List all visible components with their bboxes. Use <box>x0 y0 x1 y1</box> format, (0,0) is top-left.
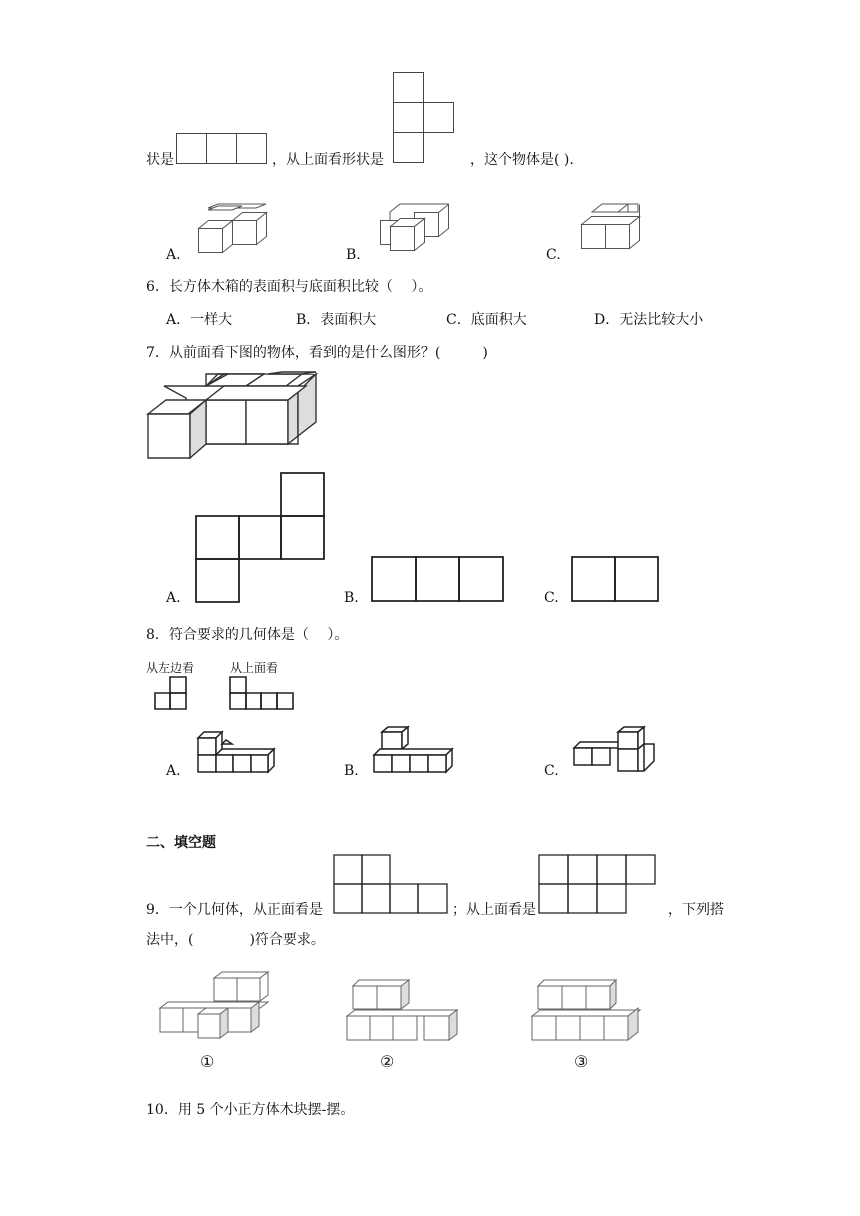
section-title-fill-blank: 二、填空题 <box>146 835 216 851</box>
q5-option-c-figure <box>580 202 644 254</box>
q5-front-view-figure <box>176 133 268 165</box>
q9-line1-b: ；从上面看是 <box>452 902 536 918</box>
q5-option-a[interactable]: A. <box>166 247 181 263</box>
q5-option-a-figure <box>196 204 270 256</box>
q6-option-b[interactable]: B．表面积大 <box>296 312 377 328</box>
q8-option-b-figure <box>372 726 456 774</box>
q8-option-c-figure <box>572 730 658 774</box>
q5-option-c[interactable]: C. <box>546 247 561 263</box>
q5-text-mid: ，从上面看形状是 <box>272 152 384 168</box>
q9-figure-3 <box>530 978 644 1048</box>
q7-option-c-figure <box>571 556 661 604</box>
q9-figure-1 <box>158 970 270 1046</box>
q6-option-c[interactable]: C．底面积大 <box>446 312 527 328</box>
q7-option-b-figure <box>371 556 505 604</box>
q8-option-b[interactable]: B. <box>344 763 359 779</box>
q6-question: 6．长方体木箱的表面积与底面积比较（ ）。 <box>146 279 433 295</box>
q8-option-a-figure <box>196 730 280 774</box>
q8-top-view-figure <box>229 676 295 710</box>
q5-text-before: 状是 <box>146 152 174 168</box>
q9-top-view-figure <box>538 854 658 914</box>
q9-figure-1-label: ① <box>200 1052 215 1071</box>
q9-line1-a: 9．一个几何体，从正面看是 <box>146 902 323 918</box>
q8-option-c[interactable]: C. <box>544 763 559 779</box>
q8-label-top-view: 从上面看 <box>230 661 279 675</box>
q9-line1-c: ，下列搭 <box>668 902 724 918</box>
q7-option-a-figure <box>195 472 327 604</box>
q7-option-c[interactable]: C. <box>544 590 559 606</box>
q9-figure-3-label: ③ <box>574 1052 589 1071</box>
q6-option-d[interactable]: D．无法比较大小 <box>594 312 704 328</box>
q9-figure-2-label: ② <box>380 1052 395 1071</box>
q8-left-view-figure <box>154 676 188 710</box>
q9-figure-2 <box>345 978 459 1048</box>
q7-option-a[interactable]: A. <box>166 590 181 606</box>
q7-object-figure <box>146 370 320 460</box>
q8-label-left-view: 从左边看 <box>146 661 195 675</box>
q8-option-a[interactable]: A. <box>166 763 181 779</box>
q6-option-a[interactable]: A．一样大 <box>166 312 233 328</box>
q5-text-end: ，这个物体是( ). <box>470 152 574 168</box>
q10-question: 10．用 5 个小正方体木块摆-摆。 <box>146 1102 355 1118</box>
q8-question: 8．符合要求的几何体是（ ）。 <box>146 627 349 643</box>
q5-top-view-figure <box>393 72 457 164</box>
q5-option-b[interactable]: B. <box>346 247 361 263</box>
q7-option-b[interactable]: B. <box>344 590 359 606</box>
q7-question: 7．从前面看下图的物体，看到的是什么图形？( ) <box>146 345 488 361</box>
q9-front-view-figure <box>333 854 449 914</box>
q9-line2: 法中，( )符合要求。 <box>146 932 325 948</box>
q5-option-b-figure <box>378 202 452 254</box>
